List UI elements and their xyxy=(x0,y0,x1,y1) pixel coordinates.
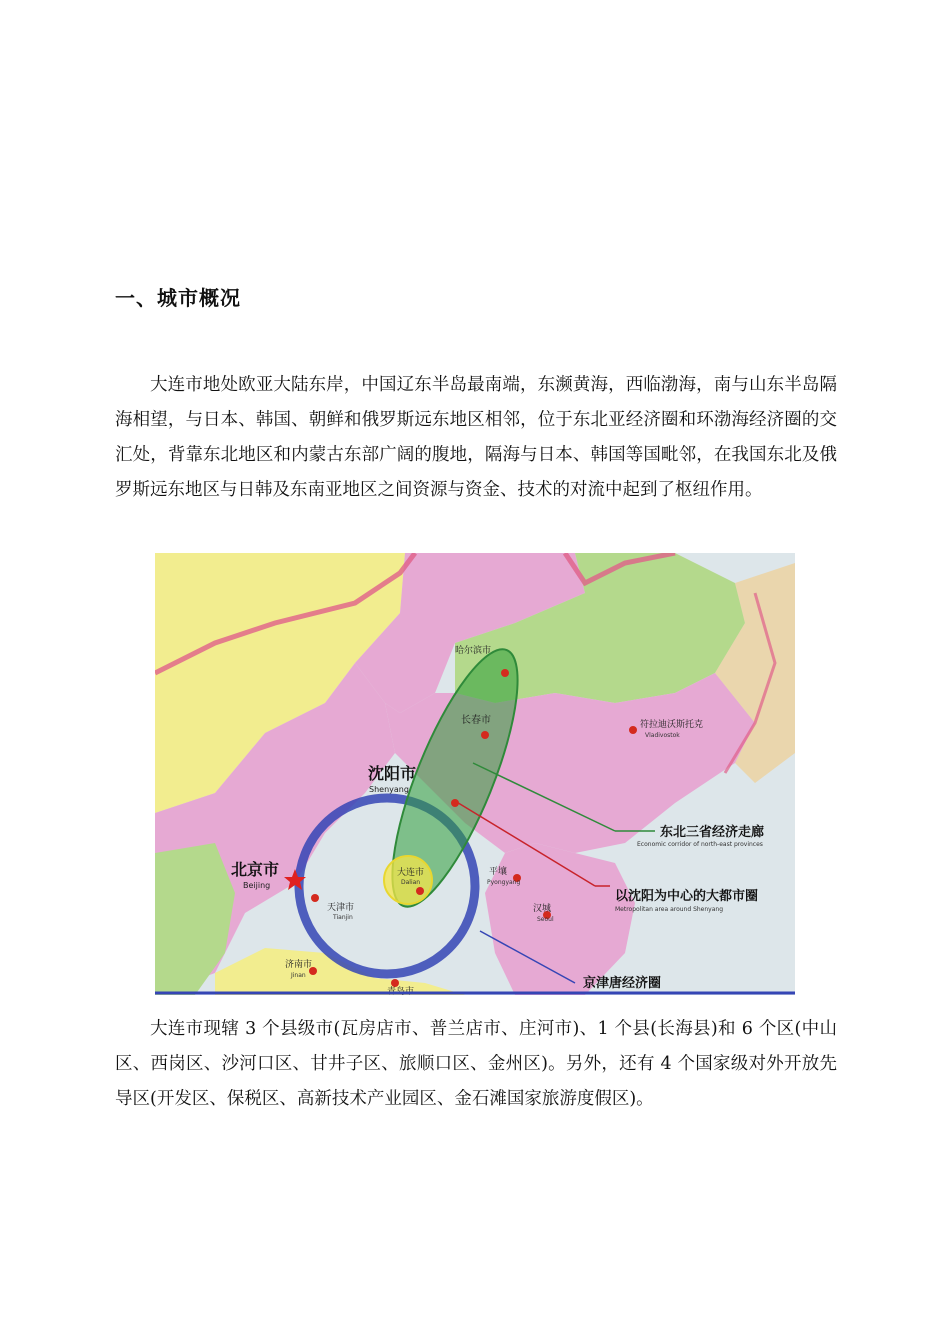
vladivostok-en-label: Vladivostok xyxy=(645,732,680,739)
pyongyang-en-label: Pyongyang xyxy=(487,879,521,886)
jingjintang-label: 京津唐经济圈 xyxy=(583,976,662,991)
tianjin-dot xyxy=(311,894,319,902)
vladivostok-label: 符拉迪沃斯托克 xyxy=(640,720,704,730)
changchun-dot xyxy=(481,731,489,739)
districts-paragraph: 大连市现辖 3 个县级市(瓦房店市、普兰店市、庄河市)、1 个县(长海县)和 6 个区(中山区、西岗区、沙河口区、甘井子区、旅顺口区、金州区)。另外，还有 4 个国家级对外开放先导区(开发区、保税区、高新技术产业园区、金石滩国家旅游度假区)。 xyxy=(115,1019,837,1109)
jinan-label: 济南市 xyxy=(285,960,313,970)
beijing-label: 北京市 xyxy=(231,860,280,879)
shenyang-dot xyxy=(451,799,459,807)
beijing-en-label: Beijing xyxy=(243,881,271,890)
intro-paragraph: 大连市地处欧亚大陆东岸，中国辽东半岛最南端，东濒黄海，西临渤海，南与山东半岛隔海相望，与日本、韩国、朝鲜和俄罗斯远东地区相邻，位于东北亚经济圈和环渤海经济圈的交汇处，背靠东北地区和内蒙古东部广阔的腹地，隔海与日本、韩国等国毗邻，在我国东北及俄罗斯远东地区与日韩及东南亚地区之间资源与资金、技术的对流中起到了枢纽作用。 xyxy=(115,375,837,500)
metro-en-label: Metropolitan area around Shenyang xyxy=(615,906,724,913)
dalian-en-label: Dalian xyxy=(401,879,421,886)
seoul-label: 汉城 xyxy=(533,904,552,914)
changchun-label: 长春市 xyxy=(461,715,491,726)
seoul-en-label: Seoul xyxy=(537,916,554,923)
shenyang-en-label: Shenyang xyxy=(369,785,409,794)
dalian-label: 大连市 xyxy=(397,868,425,878)
tianjin-en-label: Tianjin xyxy=(333,914,353,921)
corridor-label: 东北三省经济走廊 xyxy=(660,825,765,840)
qingdao-dot xyxy=(391,979,399,987)
qingdao-label: 青岛市 xyxy=(387,987,415,995)
vladivostok-dot xyxy=(629,726,637,734)
pyongyang-label: 平壤 xyxy=(489,867,508,877)
jinan-en-label: Jinan xyxy=(291,972,306,979)
shenyang-label: 沈阳市 xyxy=(368,764,417,783)
section-heading: 一、城市概况 xyxy=(115,286,241,310)
tianjin-label: 天津市 xyxy=(327,903,355,913)
dalian-dot xyxy=(416,887,424,895)
corridor-en-label: Economic corridor of north-east provinces xyxy=(637,841,763,848)
metro-label: 以沈阳为中心的大都市圈 xyxy=(615,889,759,904)
regional-map xyxy=(155,553,795,995)
harbin-label: 哈尔滨市 xyxy=(455,646,492,656)
harbin-dot xyxy=(501,669,509,677)
